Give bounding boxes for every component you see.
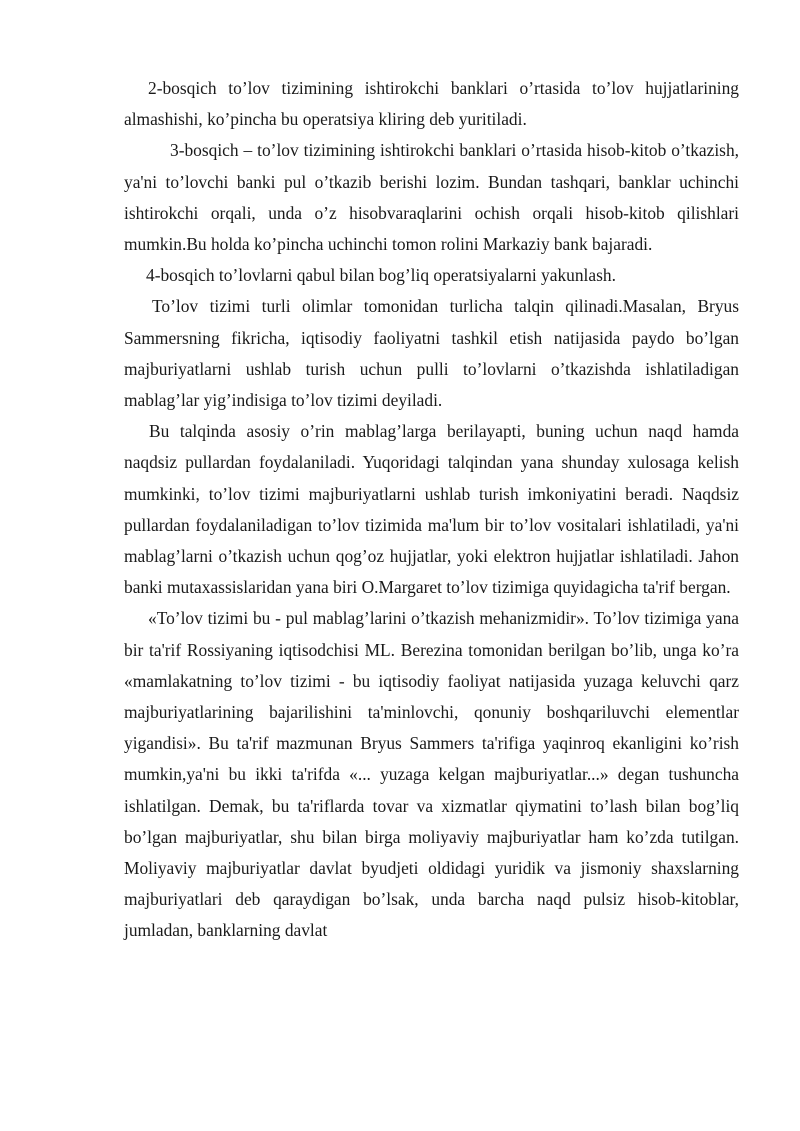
paragraph-berezina-definition: «To’lov tizimi bu - pul mablag’larini o’tkazish mehanizmidir». To’lov tizimiga yana bir ta'rif Rossiyaning iqtisodchisi ML. Berezina tomonidan berilgan bo’lib, unga ko’ra «mamlakatning to’lov tizimi - bu iqtisodiy faoliyat natijasida yuzaga keluvchi qarz majburiyatlarining bajarilishini ta'minlovchi, qonuniy boshqariluvchi elementlar yigandisi». Bu ta'rif mazmunan Bryus Sammers ta'rifiga yaqinroq ekanligini ko’rish mumkin,ya'ni bu ikki ta'rifda «... yuzaga kelgan majburiyatlar...» degan tushuncha ishlatilgan. Demak, bu ta'riflarda tovar va xizmatlar qiymatini to’lash bilan bog’liq bo’lgan majburiyatlar, shu bilan birga moliyaviy majburiyatlar ham ko’zda tutilgan. Moliyaviy majburiyatlar davlat byudjeti oldidagi yuridik va jismoniy shaxslarning majburiyatlari deb qaraydigan bo’lsak, unda barcha naqd pulsiz hisob-kitoblar, jumladan, banklarning davlat	[124, 608, 739, 941]
paragraph-stage-3: 3-bosqich – to’lov tizimining ishtirokchi banklari o’rtasida hisob-kitob o’tkazish, ya'ni to’lovchi banki pul o’tkazib berishi lozim. Bundan tashqari, banklar uchinchi ishtirokchi orqali, unda o’z hisobvaraqlarini ochish orqali hisob-kitob qilishlari mumkin.Bu holda ko’pincha uchinchi tomon rolini Markaziy bank bajaradi.	[124, 140, 739, 255]
paragraph-stage-4: 4-bosqich to’lovlarni qabul bilan bog’liq operatsiyalarni yakunlash.	[146, 265, 616, 286]
paragraph-interpretation: Bu talqinda asosiy o’rin mablag’larga berilayapti, buning uchun naqd hamda naqdsiz pullardan foydalaniladi. Yuqoridagi talqindan yana shunday xulosaga kelish mumkinki, to’lov tizimi majburiyatlarni ushlab turish imkoniyatini beradi. Naqdsiz pullardan foydalaniladigan to’lov tizimida ma'lum bir to’lov vositalari ishlatiladi, ya'ni mablag’larni o’tkazish uchun qog’oz hujjatlar, yoki elektron hujjatlar ishlatiladi. Jahon banki mutaxassislaridan yana biri O.Margaret to’lov tizimiga quyidagicha ta'rif bergan.	[124, 421, 739, 598]
paragraph-stage-2: 2-bosqich to’lov tizimining ishtirokchi banklari o’rtasida to’lov hujjatlarining almashishi, ko’pincha bu operatsiya kliring deb yuritiladi.	[124, 78, 739, 130]
document-page	[124, 73, 739, 947]
paragraph-summers-definition: To’lov tizimi turli olimlar tomonidan turlicha talqin qilinadi.Masalan, Bryus Sammersning fikricha, iqtisodiy faoliyatni tashkil etish natijasida paydo bo’lgan majburiyatlarni ushlab turish uchun pulli to’lovlarni o’tkazishda ishlatiladigan mablag’lar yig’indisiga to’lov tizimi deyiladi.	[124, 296, 739, 411]
